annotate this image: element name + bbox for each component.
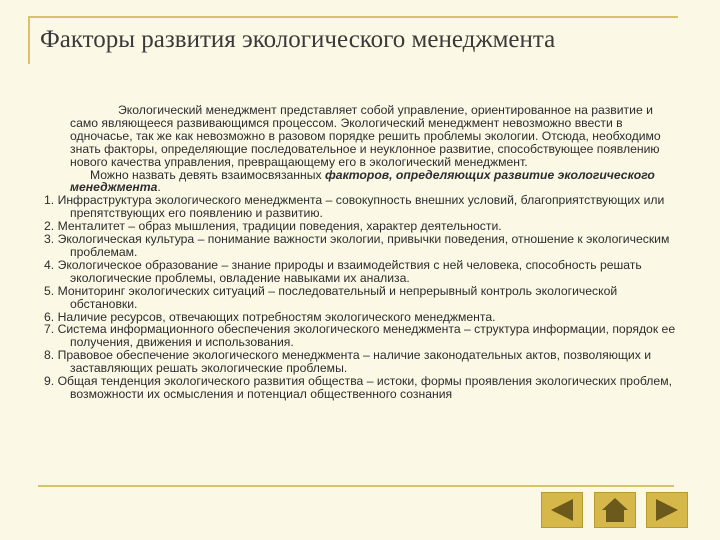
- factor-item: [44, 285, 684, 311]
- factor-number: 6.: [44, 309, 55, 324]
- home-button[interactable]: [594, 492, 636, 528]
- factor-number: 4.: [44, 257, 55, 272]
- house-icon: [600, 496, 630, 524]
- factor-item: [44, 194, 684, 220]
- factor-item: [44, 323, 684, 349]
- factor-number: 3.: [44, 232, 55, 247]
- factor-number: 8.: [44, 348, 55, 363]
- slide-body: [44, 104, 684, 401]
- slide-title: Факторы развития экологического менеджмента: [40, 26, 556, 53]
- factor-text: Правовое обеспечение экологического менеджмента – наличие законодательных актов, позволяющих и заставляющих решать экологические проблемы.: [57, 348, 652, 376]
- next-slide-button[interactable]: [646, 492, 688, 528]
- triangle-right-icon: [652, 497, 682, 523]
- factor-item: [44, 349, 684, 375]
- factor-number: 9.: [44, 374, 55, 389]
- title-rule-top: [28, 16, 678, 18]
- previous-slide-button[interactable]: [541, 492, 583, 528]
- bottom-rule: [38, 485, 674, 487]
- factor-text: Менталитет – образ мышления, традиции поведения, характер деятельности.: [57, 219, 502, 234]
- intro-paragraph: Экологический менеджмент представляет собой управление, ориентированное на развитие и само являющееся развивающимся процессом. Экологический менеджмент невозможно ввести в одночасье, так же как невозможно в разовом порядке решить проблемы экологии. Отсюда, необходимо знать факторы, определяющие последовательное и неуклонное развитие, способствующее появлению нового качества управления, превращающему его в экологический менеджмент.: [70, 103, 661, 169]
- factor-item: [44, 233, 684, 259]
- factor-text: Экологическая культура – понимание важности экологии, привычки поведения, отношение к экологическим проблемам.: [57, 232, 670, 259]
- lead-end: .: [157, 180, 161, 195]
- factor-text: Система информационного обеспечения экологического менеджмента – структура информации, порядок ее получения, движения и использования.: [57, 322, 676, 350]
- factor-text: Инфраструктура экологического менеджмента – совокупность внешних условий, благоприятствующих или препятствующих его появлению и развитию.: [57, 193, 665, 221]
- factor-number: 7.: [44, 322, 55, 337]
- lead-paragraph: [44, 169, 684, 195]
- factor-text: Наличие ресурсов, отвечающих потребностям экологического менеджмента.: [57, 309, 496, 324]
- title-rule-left: [28, 16, 30, 64]
- lead-text: Можно назвать девять взаимосвязанных: [90, 167, 326, 182]
- factor-item: [44, 375, 684, 401]
- triangle-left-icon: [547, 497, 577, 523]
- factor-number: 1.: [44, 193, 55, 208]
- factor-item: [44, 259, 684, 285]
- lead-emphasis: факторов, определяющих развитие экологического менеджмента: [70, 167, 655, 195]
- factor-text: Экологическое образование – знание природы и взаимодействия с ней человека, способность решать экологические проблемы, овладение навыками их анализа.: [57, 257, 642, 285]
- factor-number: 2.: [44, 219, 55, 234]
- factor-text: Мониторинг экологических ситуаций – последовательный и непрерывный контроль экологической обстановки.: [57, 283, 618, 311]
- factor-number: 5.: [44, 283, 55, 298]
- factor-text: Общая тенденция экологического развития общества – истоки, формы проявления экологических проблем, возможности их осмысления и потенциал общественного сознания: [57, 374, 672, 401]
